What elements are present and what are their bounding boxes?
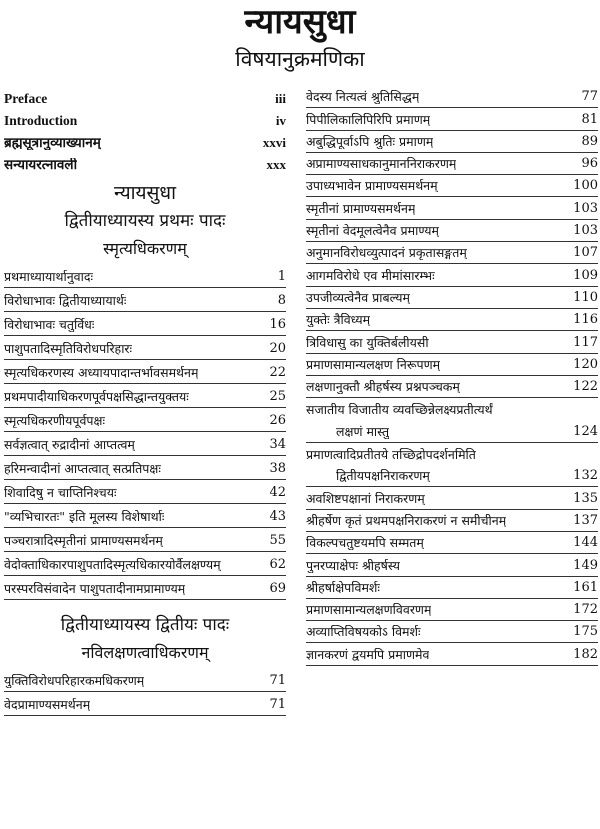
toc-entry-page: 62 (269, 557, 286, 572)
toc-entry-page: xxx (266, 157, 286, 172)
toc-entry-page: 16 (269, 317, 286, 332)
toc-entry (306, 599, 598, 621)
pada1-heading: द्वितीयाध्यायस्य प्रथमः पादः (64, 211, 226, 231)
toc-entry-page: 96 (581, 156, 598, 172)
toc-entry-page: 25 (269, 389, 286, 404)
toc-entry-label: अवशिष्टपक्षानां निराकरणम् (306, 491, 425, 506)
toc-entry (4, 456, 286, 480)
toc-entry-label: युक्तिविरोधपरिहारकमधिकरणम् (4, 674, 145, 688)
toc-entry-page: 43 (269, 509, 286, 524)
toc-entry-page: 89 (581, 133, 598, 149)
section-heading: न्यायसुधा (113, 182, 177, 204)
page-title: न्यायसुधा (244, 2, 356, 42)
toc-entry-label: स्मृतीनां प्रामाण्यसमर्थनम् (306, 201, 416, 216)
toc-entry (4, 336, 286, 360)
toc-entry-page: 103 (573, 223, 598, 239)
toc-entry-label: आगमविरोधे एव मीमांसारम्भः (306, 268, 435, 283)
toc-entry (306, 643, 598, 665)
toc-entry (4, 668, 286, 692)
toc-entry-page: 69 (269, 581, 286, 596)
toc-entry (4, 692, 286, 716)
toc-entry (4, 264, 286, 288)
toc-entry-label: स्मृत्यधिकरणस्य अध्यायपादान्तर्भावसमर्थनम् (4, 366, 199, 380)
toc-entry-label: पाशुपतादिस्मृतिविरोधपरिहारः (4, 342, 133, 356)
toc-entry-label: विकल्पचतुष्टयमपि सम्मतम् (306, 536, 424, 551)
toc-entry (4, 504, 286, 528)
toc-entry-label: स्मृत्यधिकरणीयपूर्वपक्षः (4, 414, 106, 428)
toc-entry-page: 77 (581, 89, 598, 105)
toc-entry (306, 465, 598, 487)
toc-entry-page: 103 (573, 200, 598, 216)
toc-entry-label: सर्वज्ञत्वात् रुद्रादीनां आप्तत्वम् (4, 438, 135, 452)
toc-entry (4, 288, 286, 312)
toc-entry-page: 42 (269, 485, 286, 500)
toc-entry (306, 86, 598, 108)
toc-entry-page: 71 (269, 673, 286, 688)
toc-entry (306, 487, 598, 509)
toc-entry-label: "व्यभिचारतः" इति मूलस्य विशेषार्थाः (4, 510, 165, 524)
toc-entry-label: पञ्चरात्रादिस्मृतीनां प्रामाण्यसमर्थनम् (4, 534, 163, 548)
toc-entry-page: iv (275, 113, 286, 128)
toc-entry (306, 354, 598, 376)
toc-entry-page: 110 (573, 289, 598, 305)
toc-entry (4, 552, 286, 576)
left-column (4, 86, 286, 716)
toc-entry-page: 172 (573, 602, 598, 618)
toc-entry (306, 554, 598, 576)
toc-entry-label: अव्याप्तिविषयकोऽ विमर्शः (306, 625, 421, 640)
toc-entry-label: पिपीलिकालिपिरिपि प्रमाणम् (306, 112, 431, 127)
toc-entry (4, 312, 286, 336)
toc-entry-label: प्रमाणसामान्यलक्षणविवरणम् (306, 603, 432, 618)
toc-entry-label: परस्परविसंवादेन पाशुपतादीनामप्रामाण्यम् (4, 582, 186, 596)
toc-entry (4, 528, 286, 552)
toc-entry (306, 510, 598, 532)
toc-entry-page: 8 (277, 293, 286, 308)
toc-entry-page: xxvi (262, 135, 286, 150)
toc-entry-label: अबुद्धिपूर्वाऽपि श्रुतिः प्रमाणम् (306, 134, 434, 149)
toc-entry (306, 264, 598, 286)
toc-entry (306, 398, 598, 420)
pada2-heading: द्वितीयाध्यायस्य द्वितीयः पादः (60, 615, 230, 635)
toc-entry-page: 124 (573, 423, 598, 439)
toc-entry (306, 175, 598, 197)
toc-entry-page: 71 (269, 697, 286, 712)
toc-entry (4, 360, 286, 384)
toc-entry-page: 135 (573, 490, 598, 506)
toc-entry-page: 175 (573, 624, 598, 640)
toc-entry (4, 480, 286, 504)
toc-entry (306, 420, 598, 442)
toc-entry-label: ब्रह्मसूत्रानुव्याख्यानम् (4, 136, 101, 150)
right-column (306, 86, 598, 666)
toc-entry-page: 116 (573, 312, 598, 328)
toc-entry (306, 331, 598, 353)
toc-entry-label: उपाध्यभावेन प्रामाण्यसमर्थनम् (306, 179, 438, 194)
toc-entry (306, 287, 598, 309)
toc-entry-page: 122 (573, 379, 598, 395)
toc-entry (306, 220, 598, 242)
toc-entry-label: प्रथमाध्यायार्थानुवादः (4, 270, 94, 284)
toc-entry (306, 376, 598, 398)
toc-entry (4, 408, 286, 432)
toc-entry (306, 532, 598, 554)
toc-entry-page: 137 (573, 512, 598, 528)
toc-entry-page: 109 (573, 267, 598, 283)
toc-entry-label: श्रीहर्षेण कृतं प्रथमपक्षनिराकरणं न समीचीनम् (306, 513, 507, 528)
toc-entry-page: 182 (573, 646, 598, 662)
toc-entry-label: प्रमाणत्वादिप्रतीतये तच्छिद्रोपदर्शनमिति (306, 448, 476, 463)
toc-entry-label: Introduction (4, 114, 78, 128)
toc-entry-label: प्रथमपादीयाधिकरणपूर्वपक्षसिद्धान्तयुक्तयः (4, 390, 189, 404)
toc-entry-label: विरोधाभावः चतुर्विधः (4, 318, 95, 332)
toc-entry (4, 576, 286, 600)
adhikarana2-heading: नविलक्षणत्वाधिकरणम् (81, 643, 209, 662)
toc-entry-page: 144 (573, 535, 598, 551)
toc-entry (306, 197, 598, 219)
toc-entry-page: 132 (573, 468, 598, 484)
toc-entry (4, 108, 286, 130)
adhikarana1-heading: स्मृत्यधिकरणम् (103, 239, 187, 258)
toc-entry (306, 309, 598, 331)
toc-entry-page: 26 (269, 413, 286, 428)
toc-entry (306, 621, 598, 643)
toc-entry-label: शिवादिषु न चाप्तिनिश्चयः (4, 486, 117, 500)
toc-entry-page: 81 (581, 111, 598, 127)
toc-entry-label: वेदोक्ताधिकारपाशुपतादिस्मृत्यधिकारयोर्वैलक्षण्यम् (4, 558, 221, 572)
toc-entry (306, 443, 598, 465)
toc-entry-page: 100 (573, 178, 598, 194)
toc-entry-label: अप्रामाण्यसाधकानुमाननिराकरणम् (306, 157, 457, 172)
toc-entry (4, 384, 286, 408)
toc-entry-label: युक्तेः त्रैविध्यम् (306, 313, 371, 328)
toc-entry-page: 120 (573, 356, 598, 372)
toc-entry-label: लक्षणं मास्तु (336, 424, 390, 439)
toc-entry-page: 117 (573, 334, 598, 350)
toc-entry (4, 152, 286, 174)
toc-entry (306, 131, 598, 153)
toc-entry-page: 38 (269, 461, 286, 476)
toc-entry (4, 130, 286, 152)
toc-entry-page: 161 (573, 579, 598, 595)
toc-entry-label: पुनरप्याक्षेपः श्रीहर्षस्य (306, 558, 401, 573)
toc-entry-label: श्रीहर्षाक्षेपविमर्शः (306, 580, 380, 595)
toc-entry-label: अनुमानविरोधव्युत्पादनं प्रकृतासङ्गतम् (306, 246, 467, 261)
toc-entry-label: द्वितीयपक्षनिराकरणम् (336, 469, 430, 484)
toc-entry (306, 108, 598, 130)
toc-entry-label: प्रमाणसामान्यलक्षण निरूपणम् (306, 357, 441, 372)
toc-entry-label: सन्यायरत्नावली (4, 158, 78, 172)
toc-entry (4, 86, 286, 108)
toc-entry-page: 22 (269, 365, 286, 380)
toc-entry-label: उपजीव्यत्वेनैव प्राबल्यम् (306, 290, 411, 305)
toc-entry-label: स्मृतीनां वेदमूलत्वेनैव प्रमाण्यम् (306, 224, 439, 239)
toc-entry-label: Preface (4, 92, 48, 106)
toc-entry-page: 55 (269, 533, 286, 548)
toc-entry-label: वेदप्रामाण्यसमर्थनम् (4, 698, 91, 712)
toc-entry-page: 20 (269, 341, 286, 356)
toc-entry (306, 242, 598, 264)
toc-entry (4, 432, 286, 456)
toc-entry-label: सजातीय विजातीय व्यवच्छिन्नेलक्ष्यप्रतीत्यर्थं (306, 403, 493, 418)
toc-entry-page: 149 (573, 557, 598, 573)
toc-entry-label: ज्ञानकरणं द्वयमपि प्रमाणमेव (306, 647, 430, 662)
toc-entry-page: iii (275, 91, 286, 106)
toc-entry-label: त्रिविधासु का युक्तिर्बलीयसी (306, 335, 429, 350)
toc-entry-page: 1 (277, 269, 286, 284)
toc-entry (306, 153, 598, 175)
toc-entry-label: वेदस्य नित्यत्वं श्रुतिसिद्धम् (306, 90, 420, 105)
toc-entry-page: 107 (573, 245, 598, 261)
toc-entry-label: हरिमन्वादीनां आप्तत्वात् सत्प्रतिपक्षः (4, 462, 161, 476)
toc-entry-page: 34 (269, 437, 286, 452)
toc-entry (306, 577, 598, 599)
page-subtitle: विषयानुक्रमणिका (235, 47, 365, 71)
toc-entry-label: लक्षणानुक्तौ श्रीहर्षस्य प्रश्नपञ्चकम् (306, 380, 460, 395)
toc-entry-label: विरोधाभावः द्वितीयाध्यायार्थः (4, 294, 127, 308)
